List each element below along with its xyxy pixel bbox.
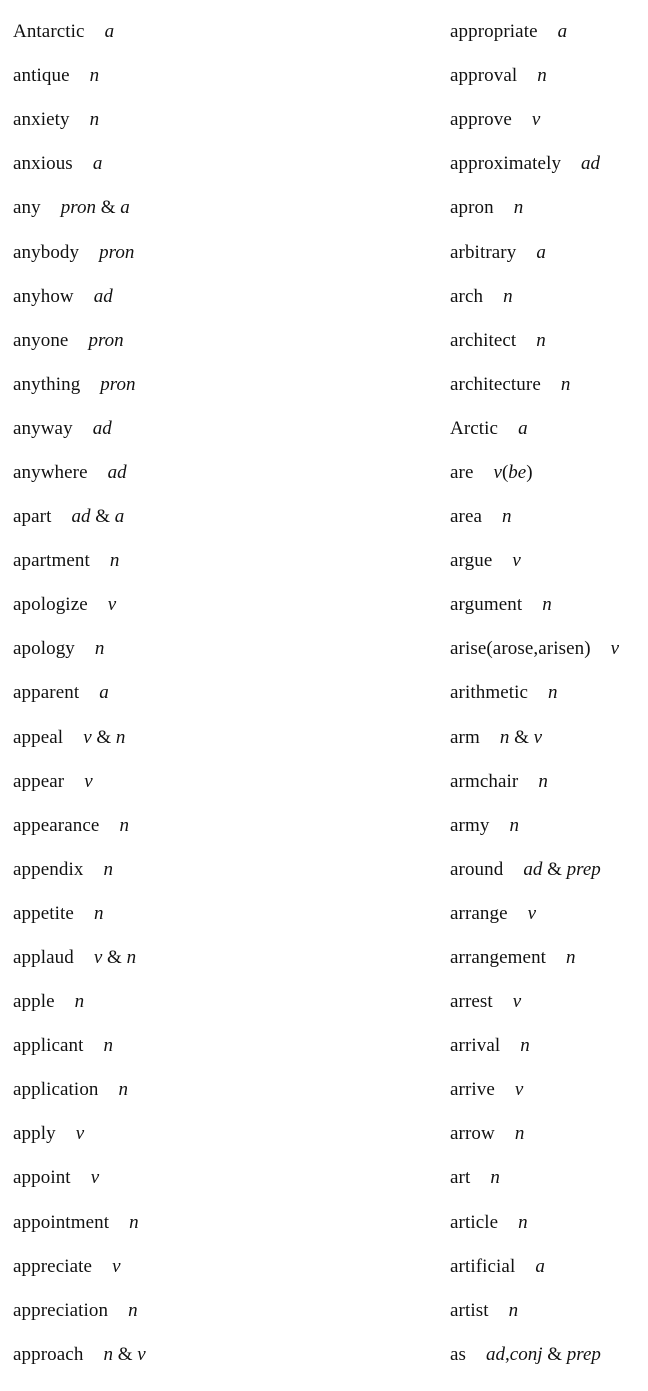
entry-word: appetite bbox=[13, 902, 74, 924]
vocab-entry bbox=[450, 275, 619, 319]
entry-word: applicant bbox=[13, 1035, 84, 1057]
entry-word: appearance bbox=[13, 814, 100, 836]
entry-word: arbitrary bbox=[450, 241, 517, 263]
part-of-speech: pron bbox=[100, 373, 136, 395]
entry-word: Arctic bbox=[450, 417, 499, 439]
entry-word: approval bbox=[450, 65, 518, 87]
vocab-entry bbox=[450, 848, 619, 892]
vocab-entry bbox=[13, 804, 146, 848]
vocab-entry bbox=[13, 186, 146, 230]
entry-word: anxiety bbox=[13, 109, 70, 131]
part-of-speech: v & n bbox=[93, 947, 137, 969]
part-of-speech: ad,conj & prep bbox=[486, 1343, 601, 1365]
part-of-speech: a bbox=[104, 21, 115, 43]
part-of-speech: v bbox=[84, 770, 93, 792]
entry-word: artist bbox=[450, 1299, 489, 1321]
part-of-speech: n bbox=[566, 947, 576, 969]
entry-word: artificial bbox=[450, 1255, 516, 1277]
entry-word: Antarctic bbox=[13, 21, 85, 43]
entry-word: anyone bbox=[13, 329, 69, 351]
entry-word: anybody bbox=[13, 241, 80, 263]
entry-word: army bbox=[450, 814, 490, 836]
vocab-entry bbox=[450, 230, 619, 274]
entry-word: anything bbox=[13, 373, 81, 395]
entry-word: apologize bbox=[13, 594, 88, 616]
entry-word: anyway bbox=[13, 417, 73, 439]
part-of-speech: ad bbox=[107, 461, 127, 483]
vocab-entry bbox=[450, 980, 619, 1024]
vocab-entry bbox=[13, 892, 146, 936]
left-word-column bbox=[13, 10, 146, 1377]
vocab-entry bbox=[13, 1333, 146, 1377]
part-of-speech: v(be) bbox=[493, 461, 533, 483]
entry-word: are bbox=[450, 461, 474, 483]
entry-word: arrow bbox=[450, 1123, 495, 1145]
part-of-speech: v bbox=[75, 1123, 85, 1145]
part-of-speech: a bbox=[518, 417, 528, 439]
entry-word: arithmetic bbox=[450, 682, 529, 704]
entry-word: arrangement bbox=[450, 947, 547, 969]
entry-word: argue bbox=[450, 550, 493, 572]
part-of-speech: v bbox=[512, 991, 522, 1013]
vocab-entry bbox=[450, 451, 619, 495]
vocab-entry bbox=[13, 98, 146, 142]
entry-word: arise(arose,arisen) bbox=[450, 638, 591, 660]
part-of-speech: n bbox=[128, 1299, 138, 1321]
entry-word: apartment bbox=[13, 550, 90, 572]
entry-word: antique bbox=[13, 65, 70, 87]
entry-word: arrival bbox=[450, 1035, 501, 1057]
vocab-entry bbox=[13, 1201, 146, 1245]
entry-word: approve bbox=[450, 109, 512, 131]
part-of-speech: n bbox=[109, 550, 120, 572]
part-of-speech: n bbox=[502, 506, 512, 528]
entry-word: approach bbox=[13, 1343, 84, 1365]
part-of-speech: pron bbox=[88, 329, 124, 351]
part-of-speech: n bbox=[490, 1167, 500, 1189]
vocab-entry bbox=[450, 319, 619, 363]
vocab-entry bbox=[450, 1068, 619, 1112]
part-of-speech: v bbox=[107, 594, 117, 616]
vocab-entry bbox=[13, 539, 146, 583]
part-of-speech: n & v bbox=[103, 1343, 146, 1365]
part-of-speech: a bbox=[557, 21, 568, 43]
part-of-speech: n bbox=[560, 373, 571, 395]
vocab-entry bbox=[450, 186, 619, 230]
part-of-speech: n bbox=[119, 814, 129, 836]
vocab-entry bbox=[13, 760, 146, 804]
vocab-entry bbox=[450, 407, 619, 451]
entry-word: apple bbox=[13, 991, 55, 1013]
entry-word: as bbox=[450, 1343, 467, 1365]
vocab-entry bbox=[450, 1289, 619, 1333]
vocab-entry bbox=[13, 142, 146, 186]
entry-word: arm bbox=[450, 726, 480, 748]
part-of-speech: n bbox=[93, 902, 104, 924]
vocab-entry bbox=[13, 671, 146, 715]
part-of-speech: n bbox=[542, 594, 552, 616]
right-word-column bbox=[450, 10, 619, 1377]
entry-word: arrange bbox=[450, 902, 508, 924]
vocab-entry bbox=[13, 936, 146, 980]
vocab-entry bbox=[13, 1245, 146, 1289]
entry-word: argument bbox=[450, 594, 523, 616]
entry-word: appendix bbox=[13, 858, 84, 880]
entry-word: apply bbox=[13, 1123, 56, 1145]
vocab-entry bbox=[13, 848, 146, 892]
vocab-entry bbox=[13, 495, 146, 539]
part-of-speech: pron & a bbox=[60, 197, 130, 219]
entry-word: arrive bbox=[450, 1079, 495, 1101]
vocab-entry bbox=[13, 1289, 146, 1333]
part-of-speech: n bbox=[503, 285, 513, 307]
entry-word: armchair bbox=[450, 770, 519, 792]
part-of-speech: v bbox=[112, 1255, 121, 1277]
vocab-entry bbox=[450, 142, 619, 186]
entry-word: anyhow bbox=[13, 285, 74, 307]
entry-word: art bbox=[450, 1167, 471, 1189]
vocab-entry bbox=[450, 495, 619, 539]
vocab-entry bbox=[450, 627, 619, 671]
entry-word: arch bbox=[450, 285, 484, 307]
vocab-entry bbox=[450, 760, 619, 804]
vocab-entry bbox=[13, 319, 146, 363]
entry-word: appropriate bbox=[450, 21, 538, 43]
entry-word: apart bbox=[13, 506, 52, 528]
vocab-entry bbox=[450, 1245, 619, 1289]
vocab-entry bbox=[13, 10, 146, 54]
part-of-speech: v bbox=[512, 550, 521, 572]
vocab-entry bbox=[450, 363, 619, 407]
vocab-entry bbox=[450, 1201, 619, 1245]
part-of-speech: v bbox=[610, 638, 620, 660]
vocab-entry bbox=[450, 98, 619, 142]
part-of-speech: a bbox=[92, 153, 103, 175]
vocab-entry bbox=[13, 1068, 146, 1112]
vocab-entry bbox=[13, 1156, 146, 1200]
part-of-speech: n bbox=[536, 329, 546, 351]
entry-word: apron bbox=[450, 197, 494, 219]
vocab-entry bbox=[450, 1112, 619, 1156]
entry-word: appreciation bbox=[13, 1299, 109, 1321]
part-of-speech: n bbox=[537, 65, 547, 87]
vocab-entry bbox=[13, 363, 146, 407]
part-of-speech: a bbox=[536, 241, 546, 263]
vocab-entry bbox=[13, 1024, 146, 1068]
part-of-speech: n bbox=[508, 1299, 519, 1321]
entry-word: application bbox=[13, 1079, 99, 1101]
vocab-entry bbox=[450, 1156, 619, 1200]
vocab-entry bbox=[13, 716, 146, 760]
part-of-speech: n bbox=[520, 1035, 530, 1057]
part-of-speech: v bbox=[90, 1167, 100, 1189]
part-of-speech: n bbox=[538, 770, 548, 792]
part-of-speech: ad bbox=[92, 417, 112, 439]
part-of-speech: ad & prep bbox=[523, 858, 601, 880]
vocab-entry bbox=[13, 1112, 146, 1156]
vocab-entry bbox=[13, 980, 146, 1024]
vocab-entry bbox=[450, 804, 619, 848]
part-of-speech: n bbox=[129, 1211, 139, 1233]
part-of-speech: n bbox=[103, 858, 113, 880]
part-of-speech: n bbox=[103, 1035, 114, 1057]
part-of-speech: v bbox=[527, 902, 537, 924]
entry-word: around bbox=[450, 858, 504, 880]
vocab-entry bbox=[13, 627, 146, 671]
part-of-speech: n bbox=[74, 991, 85, 1013]
vocab-entry bbox=[450, 539, 619, 583]
part-of-speech: n bbox=[513, 197, 524, 219]
part-of-speech: pron bbox=[99, 241, 135, 263]
entry-word: anxious bbox=[13, 153, 73, 175]
vocab-entry bbox=[13, 230, 146, 274]
entry-word: architecture bbox=[450, 373, 541, 395]
entry-word: area bbox=[450, 506, 483, 528]
part-of-speech: ad bbox=[581, 153, 601, 175]
part-of-speech: v bbox=[531, 109, 541, 131]
vocab-entry bbox=[13, 583, 146, 627]
vocab-entry bbox=[450, 1333, 619, 1377]
entry-word: appeal bbox=[13, 726, 64, 748]
part-of-speech: n bbox=[518, 1211, 528, 1233]
entry-word: article bbox=[450, 1211, 499, 1233]
part-of-speech: v bbox=[514, 1079, 524, 1101]
part-of-speech: n bbox=[89, 109, 100, 131]
entry-word: apology bbox=[13, 638, 75, 660]
vocab-entry bbox=[450, 671, 619, 715]
vocab-entry bbox=[13, 275, 146, 319]
part-of-speech: n bbox=[509, 814, 519, 836]
entry-word: appoint bbox=[13, 1167, 71, 1189]
vocab-entry bbox=[450, 583, 619, 627]
entry-word: appreciate bbox=[13, 1255, 93, 1277]
vocab-entry bbox=[13, 54, 146, 98]
entry-word: anywhere bbox=[13, 461, 88, 483]
entry-word: any bbox=[13, 197, 41, 219]
part-of-speech: n bbox=[89, 65, 100, 87]
vocab-entry bbox=[13, 407, 146, 451]
entry-word: arrest bbox=[450, 991, 493, 1013]
part-of-speech: ad & a bbox=[71, 506, 125, 528]
part-of-speech: n bbox=[548, 682, 558, 704]
vocab-entry bbox=[450, 936, 619, 980]
entry-word: applaud bbox=[13, 947, 74, 969]
part-of-speech: n bbox=[514, 1123, 525, 1145]
vocab-entry bbox=[450, 716, 619, 760]
part-of-speech: a bbox=[99, 682, 109, 704]
entry-word: architect bbox=[450, 329, 517, 351]
entry-word: apparent bbox=[13, 682, 80, 704]
part-of-speech: ad bbox=[93, 285, 113, 307]
part-of-speech: n & v bbox=[499, 726, 543, 748]
entry-word: approximately bbox=[450, 153, 562, 175]
part-of-speech: v & n bbox=[83, 726, 126, 748]
entry-word: appear bbox=[13, 770, 65, 792]
vocab-entry bbox=[450, 1024, 619, 1068]
entry-word: appointment bbox=[13, 1211, 110, 1233]
part-of-speech: a bbox=[535, 1255, 545, 1277]
vocab-entry bbox=[13, 451, 146, 495]
part-of-speech: n bbox=[94, 638, 105, 660]
vocab-entry bbox=[450, 892, 619, 936]
vocab-entry bbox=[450, 10, 619, 54]
part-of-speech: n bbox=[118, 1079, 129, 1101]
vocab-entry bbox=[450, 54, 619, 98]
